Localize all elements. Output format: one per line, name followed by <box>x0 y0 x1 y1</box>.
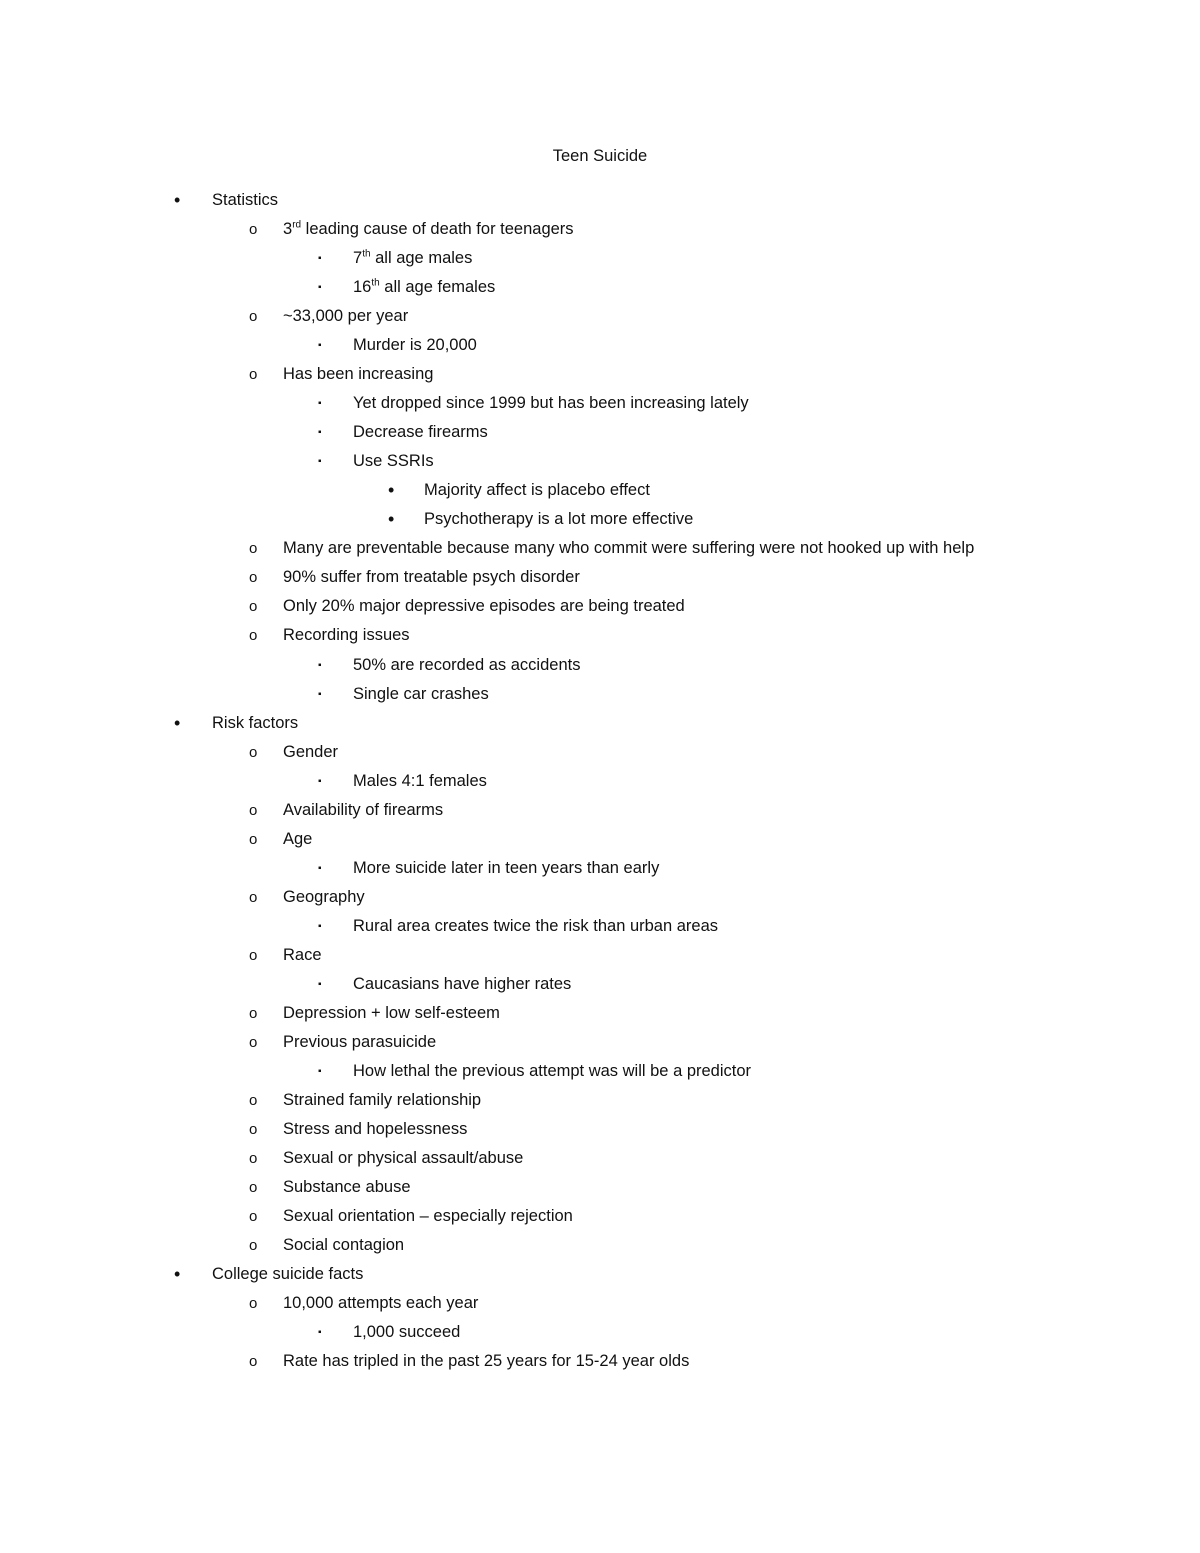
list-item-text <box>353 244 1200 273</box>
list-item-level-2 <box>0 302 1200 331</box>
list-item-level-2 <box>0 1028 1200 1057</box>
bullet-icon: o <box>249 1353 258 1371</box>
bullet-icon: ▪ <box>318 688 322 700</box>
list-item-text: Use SSRIs <box>353 452 434 471</box>
bullet-icon: o <box>249 801 258 819</box>
list-item-level-2 <box>0 883 1200 912</box>
bullet-icon: • <box>388 480 395 501</box>
bullet-icon: o <box>249 627 258 645</box>
list-item-level-1 <box>0 1260 1200 1289</box>
ordinal-suffix: th <box>371 277 380 289</box>
list-item-level-4 <box>0 505 1200 534</box>
list-item-level-3 <box>0 418 1200 447</box>
list-item-text: Statistics <box>212 191 279 209</box>
bullet-icon: o <box>249 308 258 326</box>
list-item-text: Recording issues <box>283 626 410 645</box>
list-item-text: Risk factors <box>212 713 299 732</box>
bullet-icon: ▪ <box>318 1065 322 1077</box>
list-item-text: Sexual orientation – especially rejection <box>283 1207 573 1226</box>
list-item-text: How lethal the previous attempt was will be a predictor <box>353 1061 752 1080</box>
list-item-level-2 <box>0 825 1200 854</box>
bullet-icon: ▪ <box>318 340 322 352</box>
list-item-level-3 <box>0 244 1200 273</box>
bullet-icon: ▪ <box>318 775 322 787</box>
list-item-level-3 <box>0 970 1200 999</box>
list-item-text: 1,000 succeed <box>353 1323 461 1342</box>
bullet-icon: ▪ <box>318 456 322 468</box>
list-item-text: 90% suffer from treatable psych disorder <box>283 568 580 587</box>
bullet-icon: o <box>249 540 258 558</box>
list-item-level-2 <box>0 1144 1200 1173</box>
bullet-icon: ▪ <box>318 427 322 439</box>
list-item-text: College suicide facts <box>212 1265 364 1284</box>
list-item-text <box>353 273 1200 302</box>
list-item-text: Yet dropped since 1999 but has been increasing lately <box>353 394 749 413</box>
list-item-level-2 <box>0 1202 1200 1231</box>
document-title: Teen Suicide <box>552 147 648 165</box>
list-item-text: Single car crashes <box>353 684 489 703</box>
list-item-level-3 <box>0 767 1200 796</box>
bullet-icon: o <box>249 888 258 906</box>
bullet-icon: o <box>249 946 258 964</box>
list-item-text: Strained family relationship <box>283 1090 482 1109</box>
bullet-icon: o <box>249 1033 258 1051</box>
list-item-level-2 <box>0 215 1200 244</box>
list-item-text: Has been increasing <box>283 365 434 384</box>
list-item-level-3 <box>0 273 1200 302</box>
list-item-level-1 <box>0 709 1200 738</box>
list-item-text: Only 20% major depressive episodes are being treated <box>283 597 685 616</box>
list-item-level-3 <box>0 1318 1200 1347</box>
bullet-icon: o <box>249 1004 258 1022</box>
list-item-level-3 <box>0 389 1200 418</box>
list-item-level-2 <box>0 360 1200 389</box>
list-item-text: Psychotherapy is a lot more effective <box>424 510 694 529</box>
list-item-level-4 <box>0 476 1200 505</box>
list-item-text: Depression + low self-esteem <box>283 1003 500 1022</box>
bullet-icon: o <box>249 743 258 761</box>
bullet-icon: ▪ <box>318 978 322 990</box>
bullet-icon: o <box>249 598 258 616</box>
list-item-text: Rate has tripled in the past 25 years for 15-24 year olds <box>283 1352 690 1371</box>
list-item-level-2 <box>0 621 1200 650</box>
bullet-icon: o <box>249 1091 258 1109</box>
list-item-level-3 <box>0 680 1200 709</box>
list-item-text: Many are preventable because many who commit were suffering were not hooked up with help <box>283 539 975 558</box>
list-item-text: Decrease firearms <box>353 423 488 442</box>
list-item-text: Availability of firearms <box>283 800 444 819</box>
list-item-text: Previous parasuicide <box>283 1032 437 1051</box>
outline-list <box>0 186 1200 1376</box>
bullet-icon: ▪ <box>318 862 322 874</box>
bullet-icon: ▪ <box>318 1327 322 1339</box>
list-item-level-3 <box>0 331 1200 360</box>
list-item-level-1 <box>0 186 1200 215</box>
list-item-text: Social contagion <box>283 1236 405 1255</box>
item-text: leading cause of death for teenagers <box>301 220 574 239</box>
list-item-level-2 <box>0 1086 1200 1115</box>
list-item-text: More suicide later in teen years than early <box>353 858 660 877</box>
list-item-level-2 <box>0 1289 1200 1318</box>
list-item-level-2 <box>0 941 1200 970</box>
list-item-level-2 <box>0 592 1200 621</box>
list-item-level-3 <box>0 447 1200 476</box>
list-item-level-2 <box>0 999 1200 1028</box>
ordinal-suffix: th <box>362 248 371 260</box>
bullet-icon: o <box>249 1150 258 1168</box>
list-item-text: Geography <box>283 887 365 906</box>
ordinal-number: 3 <box>283 220 293 239</box>
list-item-level-3 <box>0 651 1200 680</box>
list-item-level-2 <box>0 534 1200 563</box>
list-item-text: Sexual or physical assault/abuse <box>283 1149 524 1168</box>
list-item-level-2 <box>0 1173 1200 1202</box>
bullet-icon: o <box>249 366 258 384</box>
list-item-text: Majority affect is placebo effect <box>424 481 650 500</box>
list-item-text: Substance abuse <box>283 1178 411 1197</box>
bullet-icon: ▪ <box>318 282 322 294</box>
list-item-text: 10,000 attempts each year <box>283 1294 479 1313</box>
bullet-icon: • <box>174 1264 181 1285</box>
list-item-text: Caucasians have higher rates <box>353 974 572 993</box>
list-item-level-2 <box>0 796 1200 825</box>
list-item-text: ~33,000 per year <box>283 307 409 326</box>
list-item-text: Age <box>283 829 313 848</box>
list-item-text: Males 4:1 females <box>353 771 487 790</box>
bullet-icon: ▪ <box>318 920 322 932</box>
bullet-icon: o <box>249 221 258 239</box>
list-item-level-2 <box>0 1347 1200 1376</box>
list-item-level-2 <box>0 1231 1200 1260</box>
bullet-icon: o <box>249 569 258 587</box>
ordinal-number: 7 <box>353 249 363 268</box>
bullet-icon: o <box>249 1237 258 1255</box>
list-item-level-3 <box>0 1057 1200 1086</box>
list-item-text: Stress and hopelessness <box>283 1120 468 1138</box>
bullet-icon: • <box>388 509 395 530</box>
list-item-level-2 <box>0 738 1200 767</box>
bullet-icon: ▪ <box>318 253 322 265</box>
list-item-level-3 <box>0 912 1200 941</box>
bullet-icon: ▪ <box>318 659 322 671</box>
list-item-text: Gender <box>283 742 339 761</box>
ordinal-number: 16 <box>353 278 372 297</box>
bullet-icon: • <box>174 190 181 210</box>
list-item-level-3 <box>0 854 1200 883</box>
bullet-icon: • <box>174 712 181 733</box>
list-item-level-2 <box>0 563 1200 592</box>
bullet-icon: o <box>249 830 258 848</box>
bullet-icon: o <box>249 1208 258 1226</box>
list-item-text: 50% are recorded as accidents <box>353 655 581 674</box>
bullet-icon: o <box>249 1295 258 1313</box>
item-text: all age females <box>379 278 496 297</box>
bullet-icon: o <box>249 1179 258 1197</box>
bullet-icon: ▪ <box>318 398 322 410</box>
bullet-icon: o <box>249 1121 258 1138</box>
list-item-text <box>283 215 1043 244</box>
item-text: all age males <box>370 249 473 268</box>
list-item-text: Rural area creates twice the risk than urban areas <box>353 916 719 935</box>
list-item-text: Murder is 20,000 <box>353 336 477 355</box>
list-item-text: Race <box>283 945 322 964</box>
ordinal-suffix: rd <box>292 219 302 231</box>
list-item-level-2 <box>0 1115 1200 1144</box>
